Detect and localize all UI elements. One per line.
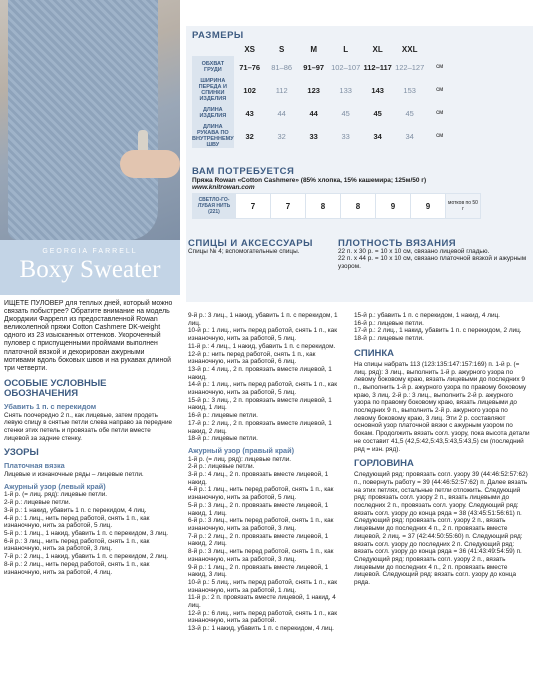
cell: 102–107 xyxy=(331,62,361,72)
cell: 153 xyxy=(403,85,416,95)
materials-title: ВАМ ПОТРЕБУЕТСЯ xyxy=(192,166,295,177)
cell: 45 xyxy=(373,108,382,118)
gauge-text-2: 22 п. х 44 р. = 10 х 10 см, связано платочной вязкой и ажурным узором. xyxy=(338,255,527,271)
cell: 8 xyxy=(306,194,341,219)
size-row xyxy=(192,124,454,148)
pattern-row: 2-й р.: лицевые петли. xyxy=(4,499,71,507)
pattern-row: 3-й р.: 1 накид, убавить 1 п. с перекидом, 4 лиц. xyxy=(4,506,147,514)
unit: см xyxy=(436,64,444,70)
pattern-row: 14-й р.: 1 лиц., нить перед работой, снять 1 п., как изнаночную, нить за работой, 5 лиц. xyxy=(188,381,338,397)
pattern-row: 5-й р.: 1 лиц., 1 накид, убавить 1 п. с перекидом, 3 лиц. xyxy=(4,529,169,537)
cell: 133 xyxy=(339,85,352,95)
yarn-description: Пряжа Rowan «Cotton Cashmere» (85% хлопка, 15% кашемира; 125м/50 г) xyxy=(192,177,427,184)
cell: 32 xyxy=(277,131,286,141)
patterns-title: УЗОРЫ xyxy=(4,447,39,459)
cell: 7 xyxy=(236,194,271,219)
needles-section xyxy=(188,240,334,255)
size-col: L xyxy=(343,44,349,54)
garter-text: Лицевые и изнаночные ряды – лицевые петли. xyxy=(4,471,144,479)
gauge-section xyxy=(338,240,528,271)
pattern-title: Boxy Sweater xyxy=(19,256,161,283)
pattern-row: 8-й р.: 2 лиц., нить перед работой, снять 1 п., как изнаночную, нить за работой, 4 лиц. xyxy=(4,560,150,576)
pattern-row: 17-й р.: 2 лиц., 1 накид, убавить 1 п. с перекидом, 2 лиц. xyxy=(354,327,522,335)
pattern-row: 11-й р.: 2 п. провязать вместе лицевой, 1 накид, 4 лиц. xyxy=(188,594,336,610)
unit: см xyxy=(436,133,444,139)
size-col: XS xyxy=(244,44,255,54)
cell: 9 xyxy=(376,194,411,219)
needles-title: СПИЦЫ И АКСЕССУАРЫ xyxy=(188,238,313,249)
sizes-header-row xyxy=(192,42,454,56)
model-photo xyxy=(0,0,180,240)
column-1 xyxy=(4,300,176,576)
pattern-row: 17-й р.: 2 лиц., 2 п. провязать вместе лицевой, 1 накид, 2 лиц. xyxy=(188,419,332,435)
back-text: На спицы набрать 113 (123:135:147:157:169) п. 1-й р. (= лиц. ряд): 3 лиц., выполнить 1-й р. ажурного узора по левому боковому краю, вязать лицевыми до последних 9 п., выполнить 1-й р. ажурного узора по правому боковому краю, 3 лиц. 2-й р.: 3 лиц., выполнить 2-й р. ажурного узора по правому боковому краю, вязать лицевыми до последних 9 п., выполнить 2-й р. ажурного узора по левому боковому краю, 3 лиц. Эти 2 р. составляют основной узор платочной вязки с ажурным узором по бокам. Продолжить вязать согл. узору, пока высота детали не составит 41,5 (42,5:42,5:43,5:43,5:43,5) см (последний ряд = изн. ряд). xyxy=(354,360,530,453)
pattern-row: 9-й р.: 3 лиц., 1 накид, убавить 1 п. с перекидом, 1 лиц. xyxy=(188,312,338,327)
cell: 33 xyxy=(341,131,350,141)
pattern-row: 7-й р.: 2 лиц., 2 п. провязать вместе лицевой, 1 накид, 2 лиц. xyxy=(188,532,329,548)
cell: 8 xyxy=(341,194,376,219)
back-title: СПИНКА xyxy=(354,347,395,359)
sizes-table xyxy=(192,42,454,148)
pattern-row: 11-й р.: 4 лиц., 1 накид, убавить 1 п. с перекидом. xyxy=(188,342,336,350)
pattern-row: 6-й р.: 3 лиц., нить перед работой, снять 1 п., как изнаночную, нить за работой, 3 лиц. xyxy=(4,537,150,553)
column-3 xyxy=(354,312,530,587)
sweater-image xyxy=(8,0,158,240)
intro-text: ИЩЕТЕ ПУЛОВЕР для теплых дней, который можно связать побыстрее? Обратите внимание на модель Джорджии Фаррелл из предоставленной Rowan великолепной пряжи Cotton Cashmere DK-weight одного из 23 изысканных оттенков. Укороченный пуловер с приспущенными проймами выполнен платочной вязкой и декорирован ажурными мотивами вдоль боковых швов и на рукавах длиной три четверти. xyxy=(4,300,173,372)
cell: 112 xyxy=(275,85,288,95)
cell: 32 xyxy=(245,131,254,141)
row-label: ДЛИНА РУКАВА ПО ВНУТРЕННЕМУ ШВУ xyxy=(192,124,234,148)
cell: 112–117 xyxy=(363,62,392,72)
lace-left-title: Ажурный узор (левый край) xyxy=(4,481,106,491)
pattern-row: 13-й р.: 1 накид, убавить 1 п. с перекидом, 4 лиц. xyxy=(188,625,334,633)
cell: 34 xyxy=(373,131,382,141)
pattern-row: 10-й р.: 5 лиц., нить перед работой, снять 1 п., как изнаночную, нить за работой, 1 лиц. xyxy=(188,578,338,594)
cell: 91–97 xyxy=(303,62,325,72)
neck-text: Следующий ряд: провязать согл. узору 39 (44:46:52:57:62) п., повернуть работу = 39 (44:46:52:57:62) п. Далее вязать на этих петлях, остальные петли отложить. Следующий ряд: провязать согл. узору 2 п., вязать лицевыми до последних 2 п., провязать согл. узору. Следующий ряд: вязать согл. узору до конца ряда = 38 (43:45:51:56:61) п. Следующий ряд: провязать согл. узору 2 п., вязать лицевыми до последних 4 п., 2 п. провязать вместе лицевой, 2 лиц. = 37 (42:44:50:55:60) п. Следующий ряд: вязать согл. узору до последних 2 п. Следующий ряд: вязать согл. узору до конца ряда = 36 (41:43:49:54:59) п. Следующий ряд: провязать согл. узору 2 п., вязать лицевыми до последних 4 п., 2 п. провязать вместе лицевой. Следующий ряд: вязать согл. узору до конца ряда. xyxy=(354,471,528,587)
legend-text: Снять поочередно 2 п., как лицевые, затем продеть левую спицу в снятые петли слева направо за передние стенки этих петель и провязать обе петли вместе лицевой за задние стенку. xyxy=(4,411,173,442)
pattern-row: 6-й р.: 3 лиц., нить перед работой, снять 1 п., как изнаночную, нить за работой, 3 лиц. xyxy=(188,517,334,532)
pattern-row: 9-й р.: 1 лиц., 2 п. провязать вместе лицевой, 1 накид, 3 лиц. xyxy=(188,563,329,579)
unit: см xyxy=(436,87,444,93)
lace-right-title: Ажурный узор (правый край) xyxy=(188,445,295,455)
pattern-row: 5-й р.: 3 лиц., 2 п. провязать вместе лицевой, 1 накид, 1 лиц. xyxy=(188,501,329,517)
cell: 44 xyxy=(277,108,286,118)
legend-title: ОСОБЫЕ УСЛОВНЫЕ ОБОЗНАЧЕНИЯ xyxy=(4,377,107,399)
pattern-row: 1-й р. (= лиц. ряд): лицевые петли. xyxy=(188,455,292,463)
cell: 102 xyxy=(243,85,256,95)
cell: 33 xyxy=(309,131,318,141)
pattern-row: 10-й р.: 1 лиц., нить перед работой, снять 1 п., как изнаночную, нить за работой, 5 лиц. xyxy=(188,327,338,343)
pattern-row: 16-й р.: лицевые петли. xyxy=(188,412,258,420)
cell: 43 xyxy=(245,108,254,118)
sizes-title: РАЗМЕРЫ xyxy=(192,30,244,41)
size-row xyxy=(192,102,454,124)
arm-image xyxy=(120,150,180,178)
cell: 71–76 xyxy=(239,62,261,72)
cell: 123 xyxy=(307,85,320,95)
pattern-row: 7-й р.: 2 лиц., 1 накид, убавить 1 п. с перекидом, 2 лиц. xyxy=(4,553,169,561)
pattern-row: 8-й р.: 3 лиц., нить перед работой, снять 1 п., как изнаночную, нить за работой, 3 лиц. xyxy=(188,548,334,563)
row-label: ДЛИНА ИЗДЕЛИЯ xyxy=(192,102,234,124)
neck-title: ГОРЛОВИНА xyxy=(354,458,414,470)
pattern-row: 18-й р.: лицевые петли. xyxy=(354,335,424,343)
pattern-row: 12-й р.: нить перед работой, снять 1 п., как изнаночную, нить за работой, 6 лиц. xyxy=(188,350,316,366)
unit: мотков по 50 г xyxy=(446,194,481,219)
cell: 122–127 xyxy=(395,62,425,72)
size-row xyxy=(192,56,454,78)
cell: 45 xyxy=(405,108,414,118)
pattern-row: 15-й р.: убавить 1 п. с перекидом, 1 накид, 4 лиц. xyxy=(354,312,500,319)
size-col: S xyxy=(279,44,285,54)
pattern-row: 13-й р.: 4 лиц., 2 п. провязать вместе лицевой, 1 накид. xyxy=(188,365,332,381)
title-banner xyxy=(0,240,180,295)
needles-text: Спицы № 4; вспомогательные спицы. xyxy=(188,247,300,255)
row-label: ШИРИНА ПЕРЕДА И СПИНКИ ИЗДЕЛИЯ xyxy=(192,78,234,102)
pattern-row: 2-й р.: лицевые петли. xyxy=(188,463,255,471)
size-col: M xyxy=(310,44,317,54)
cell: 7 xyxy=(271,194,306,219)
pattern-row: 15-й р.: 3 лиц., 2 п. провязать вместе лицевой, 1 накид, 1 лиц. xyxy=(188,396,332,412)
garter-title: Платочная вязка xyxy=(4,461,65,471)
size-col: XL xyxy=(372,44,383,54)
unit: см xyxy=(436,110,444,116)
size-row xyxy=(192,78,454,102)
cell: 45 xyxy=(341,108,350,118)
cell: 34 xyxy=(405,131,414,141)
pattern-row: 1-й р. (= лиц. ряд): лицевые петли. xyxy=(4,491,108,499)
cell: 81–86 xyxy=(271,62,293,72)
pattern-row: 12-й р.: 6 лиц., нить перед работой, снять 1 п., как изнаночную, нить за работой. xyxy=(188,609,338,625)
pattern-row: 4-й р.: 1 лиц., нить перед работой, снять 1 п., как изнаночную, нить за работой, 5 лиц. xyxy=(4,514,150,530)
pattern-row: 4-й р.: 1 лиц., нить перед работой, снять 1 п., как изнаночную, нить за работой, 5 лиц. xyxy=(188,486,334,502)
row-label: ОБХВАТ ГРУДИ xyxy=(192,56,234,78)
pattern-row: 3-й р.: 4 лиц., 2 п. провязать вместе лицевой, 1 накид. xyxy=(188,471,329,486)
size-col: XXL xyxy=(401,44,418,54)
cell: 44 xyxy=(309,108,318,118)
pattern-row: 16-й р.: лицевые петли. xyxy=(354,319,424,327)
yarn-label: СВЕТЛО-ГО-ЛУБАЯ НИТЬ (221) xyxy=(193,194,236,219)
cell: 143 xyxy=(371,85,384,95)
gauge-text-1: 22 п. х 30 р. = 10 х 10 см, связано лицевой гладью. xyxy=(338,247,490,255)
yarn-table xyxy=(192,193,481,219)
cell: 9 xyxy=(411,194,446,219)
column-2 xyxy=(188,312,346,633)
yarn-site: www.knitrowan.com xyxy=(192,184,255,191)
pattern-row: 18-й р.: лицевые петли. xyxy=(188,435,258,443)
gauge-title: ПЛОТНОСТЬ ВЯЗАНИЯ xyxy=(338,238,457,249)
designer-name: GEORGIA FARRELL xyxy=(42,248,138,255)
materials-section xyxy=(192,166,527,219)
legend-sub: Убавить 1 п. с перекидом xyxy=(4,401,97,411)
